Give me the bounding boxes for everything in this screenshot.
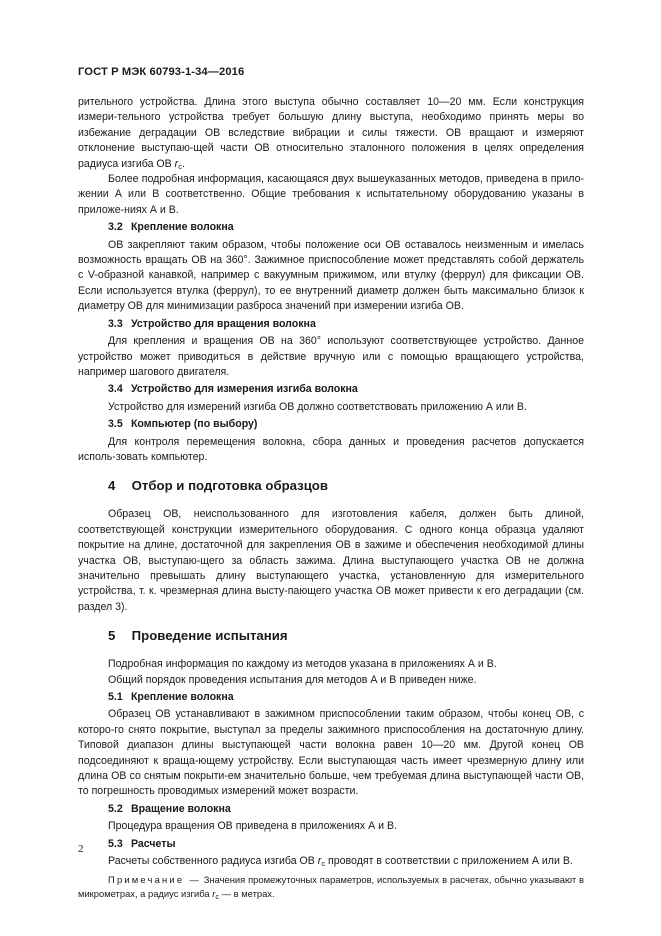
intro-p1-end: . <box>181 157 185 170</box>
intro-p1-text: рительного устройства. Длина этого выступа обычно составляет 10—20 мм. Если конструкция измери-тельного устройства требует большую длину выступа, необходимо принять меры во избежание деградации ОВ вследствие вибрации и силы тяжести. ОВ вращают и измеряют отклонение выступаю-щей части ОВ относительно эталонного положения в целях определения радиуса изгиба ОВ <box>78 96 584 170</box>
heading-title: Вращение волокна <box>130 802 231 815</box>
page-number: 2 <box>78 843 84 855</box>
heading-title: Устройство для измерения изгиба волокна <box>130 383 358 396</box>
heading-title: Компьютер (по выбору) <box>130 418 258 431</box>
section-heading-5 <box>78 627 584 645</box>
document-header: ГОСТ Р МЭК 60793-1-34—2016 <box>78 66 245 78</box>
radius-symbol: r <box>174 157 179 170</box>
paragraph-3-5: Для контроля перемещения волокна, сбора данных и проведения расчетов допускается исполь-зовать компьютер. <box>78 435 584 463</box>
paragraph-5-2: Процедура вращения ОВ приведена в приложениях А и В. <box>108 820 397 833</box>
note-text-b: — в метрах. <box>221 888 275 900</box>
paragraph-4: Образец ОВ, неиспользованного для изготовления кабеля, должен быть длиной, соответствующей конструкции измерительного оборудования. С одного конца образца удаляют покрытие на длине, достаточной для закрепления ОВ в зажиме и обеспечения необходимой длины участка ОВ, выступаю-щего за область зажима. Длина выступающего участка ОВ не должна значительно превышать длину выступающего участка, установленную для измерительного устройства, т. к. чрезмерная длина высту-пающего участка ОВ может привести к его деградации (см. раздел 3). <box>78 508 584 613</box>
radius-symbol: r <box>212 888 216 900</box>
heading-title: Проведение испытания <box>131 628 288 644</box>
radius-symbol: r <box>317 855 322 868</box>
heading-number: 5.3 <box>108 837 123 850</box>
subsection-heading-3-2 <box>78 220 584 235</box>
paragraph-3-2: ОВ закрепляют таким образом, чтобы положение оси ОВ оставалось неизменным и имелась возможность вращать ОВ на 360°. Зажимное приспособление может представлять собой держатель с V-образной канавкой, например с вакуумным прижимом, или втулку (феррул) для фиксации ОВ. Если используется втулка (феррул), то ее внутренний диаметр должен быть максимально близок к диаметру ОВ для минимизации разброса значений при измерении изгиба ОВ. <box>78 238 584 313</box>
note <box>78 873 584 900</box>
subsection-heading-3-3 <box>78 317 584 332</box>
subsection-heading-5-1 <box>78 690 584 705</box>
subsection-heading-3-4 <box>78 382 584 397</box>
heading-number: 3.5 <box>108 418 123 431</box>
radius-subscript: c <box>215 892 220 902</box>
paragraph-5-b: Общий порядок проведения испытания для методов А и В приведен ниже. <box>108 673 477 686</box>
heading-number: 3.2 <box>108 221 123 234</box>
heading-number: 4 <box>108 478 116 494</box>
note-label: Примечание — <box>108 874 201 886</box>
calc-text-b: проводят в соответствии с приложением А или В. <box>328 855 573 868</box>
intro-paragraph-2: Более подробная информация, касающаяся двух вышеуказанных методов, приведена в прило-жении А или В соответственно. Общие требования к испытательному оборудованию указаны в приложе-ниях А и В. <box>78 173 584 216</box>
heading-title: Крепление волокна <box>130 221 234 234</box>
page-content <box>78 95 584 901</box>
heading-title: Отбор и подготовка образцов <box>131 478 328 494</box>
subsection-heading-3-5 <box>78 417 584 432</box>
subsection-heading-5-2 <box>78 802 584 817</box>
note-text-a: Значения промежуточных параметров, используемых в расчетах, обычно указывают в микрометрах, а радиус изгиба <box>78 874 584 900</box>
heading-number: 3.3 <box>108 317 123 330</box>
heading-number: 5.2 <box>108 802 123 815</box>
heading-title: Устройство для вращения волокна <box>130 317 316 330</box>
heading-number: 5.1 <box>108 691 123 703</box>
heading-number: 5 <box>108 628 116 644</box>
heading-title: Крепление волокна <box>130 691 234 703</box>
subsection-heading-5-3 <box>78 837 584 852</box>
section-heading-4 <box>78 477 584 495</box>
intro-paragraph-1 <box>78 95 584 172</box>
radius-subscript: c <box>321 859 326 869</box>
heading-title: Расчеты <box>130 837 176 850</box>
paragraph-3-3: Для крепления и вращения ОВ на 360° используют соответствующее устройство. Данное устройство может приводиться в действие вручную или с помощью вращающего устройства, например шагового двигателя. <box>78 335 584 378</box>
paragraph-5-3 <box>78 854 584 869</box>
paragraph-5-1: Образец ОВ устанавливают в зажимном приспособлении таким образом, чтобы конец ОВ, с которо-го снято покрытие, выступал за пределы зажимного приспособления на достаточную длину. Типовой диапазон длины выступающей части волокна равен 10—20 мм. Другой конец ОВ подсоединяют к враща-ющему устройству. Если выступающая часть имеет чрезмерную длину или длина ОВ со снятым покрыти-ем значительно больше, чем требуемая длина выступающей части ОВ, то погрешность проводимых измерений может возрасти. <box>78 708 584 798</box>
paragraph-3-4: Устройство для измерений изгиба ОВ должно соответствовать приложению А или В. <box>108 400 527 413</box>
paragraph-5-a: Подробная информация по каждому из методов указана в приложениях А и В. <box>108 658 497 671</box>
heading-number: 3.4 <box>108 383 123 396</box>
calc-text-a: Расчеты собственного радиуса изгиба ОВ <box>108 855 315 868</box>
radius-subscript: c <box>178 161 182 171</box>
